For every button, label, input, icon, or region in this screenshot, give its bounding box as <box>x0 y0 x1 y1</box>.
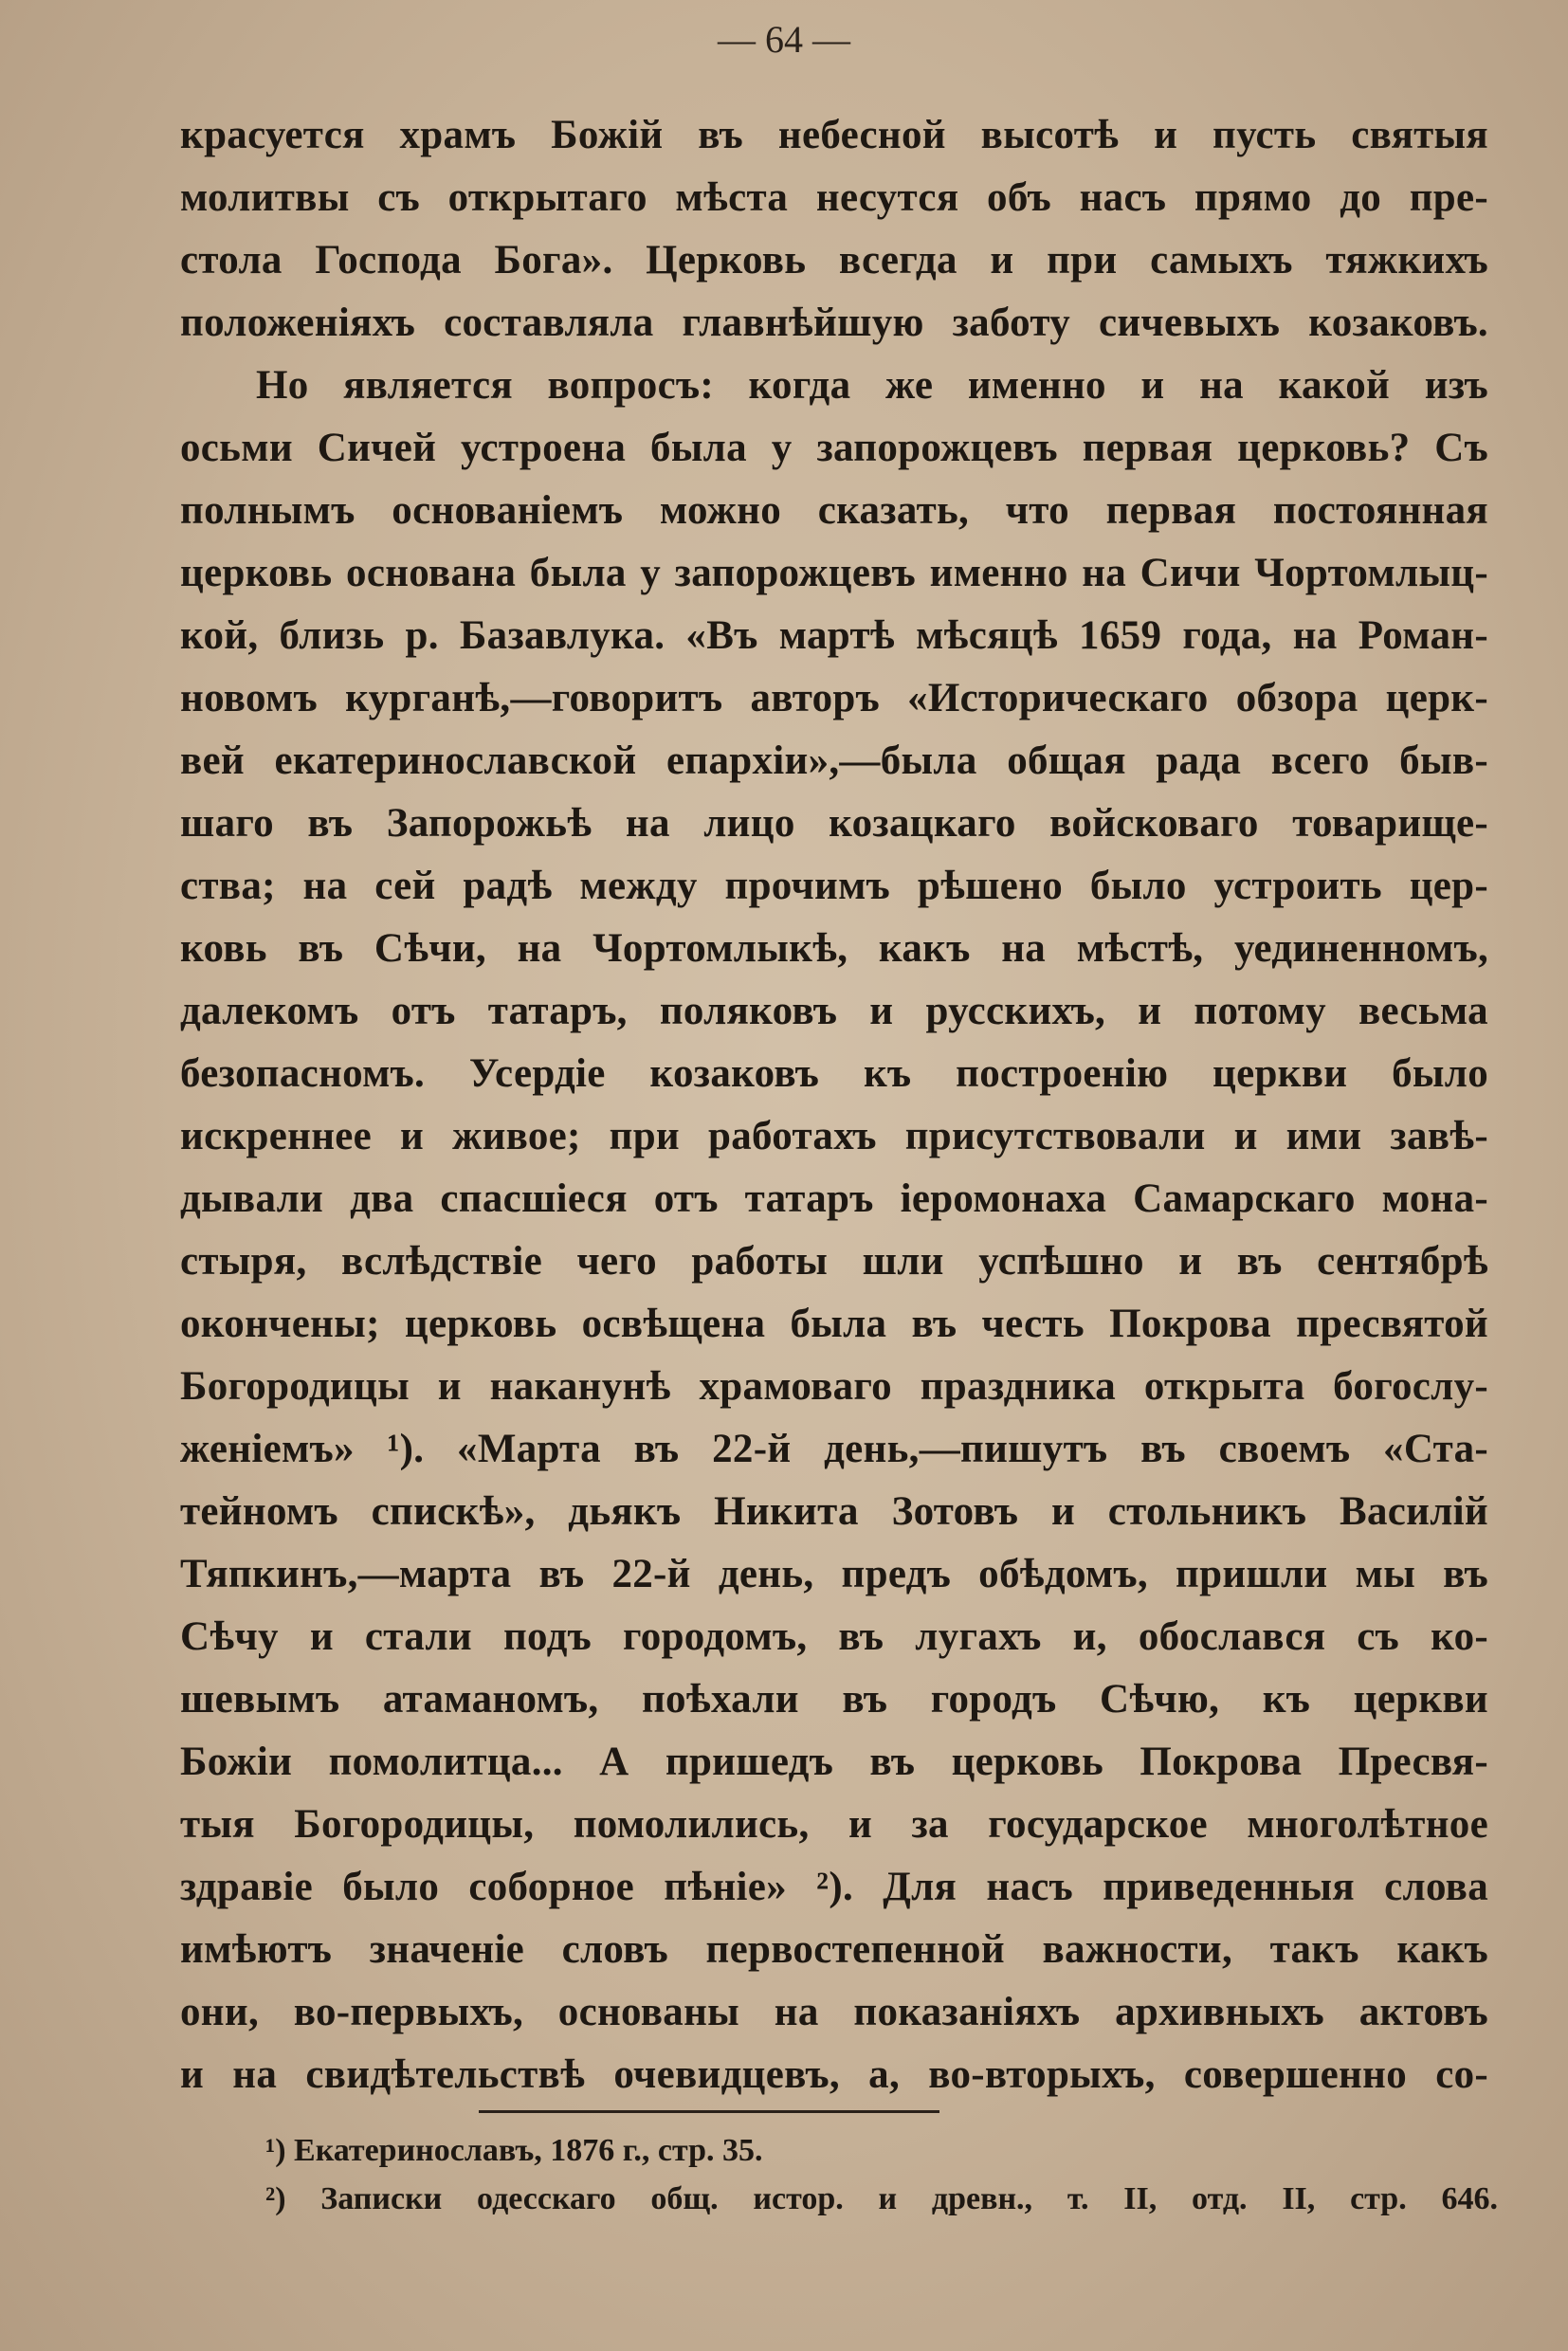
text-line: полнымъ основаніемъ можно сказать, что первая постоянная <box>180 488 1488 533</box>
text-line: молитвы съ открытаго мѣста несутся объ насъ прямо до пре- <box>180 175 1488 220</box>
text-line: безопасномъ. Усердіе козаковъ къ построенію церкви было <box>180 1051 1488 1096</box>
text-line: Божіи помолитца... А пришедъ въ церковь Покрова Пресвя- <box>180 1740 1488 1784</box>
text-line: новомъ курганѣ,—говоритъ авторъ «Историческаго обзора церк- <box>180 676 1488 720</box>
footnote-2: ²) Записки одесскаго общ. истор. и древн., т. II, отд. II, стр. 646. <box>265 2181 1498 2216</box>
footnote-divider <box>479 2110 939 2113</box>
page-number: — 64 — <box>718 18 850 61</box>
text-line: женіемъ» ¹). «Марта въ 22-й день,—пишутъ въ своемъ «Ста- <box>180 1427 1488 1471</box>
text-line: Тяпкинъ,—марта въ 22-й день, предъ обѣдомъ, пришли мы въ <box>180 1552 1488 1596</box>
text-line: вей екатеринославской епархіи»,—была общая рада всего быв- <box>180 738 1488 783</box>
text-line: осьми Сичей устроена была у запорожцевъ первая церковь? Съ <box>180 426 1488 470</box>
text-line: церковь основана была у запорожцевъ именно на Сичи Чортомлыц- <box>180 551 1488 595</box>
text-line: ства; на сей радѣ между прочимъ рѣшено было устроить цер- <box>180 864 1488 908</box>
text-line: искреннее и живое; при работахъ присутствовали и ими завѣ- <box>180 1114 1488 1158</box>
text-line: Сѣчу и стали подъ городомъ, въ лугахъ и, обослався съ ко- <box>180 1614 1488 1659</box>
text-line: имѣютъ значеніе словъ первостепенной важности, такъ какъ <box>180 1927 1488 1972</box>
text-line: стыря, вслѣдствіе чего работы шли успѣшно и въ сентябрѣ <box>180 1239 1488 1284</box>
footnote-1: ¹) Екатеринославъ, 1876 г., стр. 35. <box>265 2133 763 2168</box>
text-line: положеніяхъ составляла главнѣйшую заботу сичевыхъ козаковъ. <box>180 301 1488 345</box>
text-line: Богородицы и наканунѣ храмоваго праздника открыта богослу- <box>180 1364 1488 1409</box>
text-line: и на свидѣтельствѣ очевидцевъ, а, во-вторыхъ, совершенно со- <box>180 2052 1488 2097</box>
text-line: окончены; церковь освѣщена была въ честь Покрова пресвятой <box>180 1302 1488 1346</box>
text-line: ковь въ Сѣчи, на Чортомлыкѣ, какъ на мѣстѣ, уединенномъ, <box>180 926 1488 971</box>
text-line: дывали два спасшіеся отъ татаръ іеромонаха Самарскаго мона- <box>180 1176 1488 1221</box>
text-line: здравіе было соборное пѣніе» ²). Для насъ приведенныя слова <box>180 1865 1488 1909</box>
text-line: красуется храмъ Божій въ небесной высотѣ и пусть святыя <box>180 113 1488 157</box>
text-line: тыя Богородицы, помолились, и за государское многолѣтное <box>180 1802 1488 1847</box>
text-line: они, во-первыхъ, основаны на показаніяхъ архивныхъ актовъ <box>180 1990 1488 2034</box>
text-line: кой, близь р. Базавлука. «Въ мартѣ мѣсяцѣ 1659 года, на Роман- <box>180 613 1488 658</box>
text-line: шевымъ атаманомъ, поѣхали въ городъ Сѣчю, къ церкви <box>180 1677 1488 1722</box>
text-line: Но является вопросъ: когда же именно и на какой изъ <box>256 363 1488 408</box>
text-line: тейномъ спискѣ», дьякъ Никита Зотовъ и стольникъ Василій <box>180 1489 1488 1534</box>
text-line: шаго въ Запорожьѣ на лицо козацкаго войсковаго товарище- <box>180 801 1488 846</box>
text-line: далекомъ отъ татаръ, поляковъ и русскихъ, и потому весьма <box>180 989 1488 1033</box>
text-line: стола Господа Бога». Церковь всегда и при самыхъ тяжкихъ <box>180 238 1488 282</box>
